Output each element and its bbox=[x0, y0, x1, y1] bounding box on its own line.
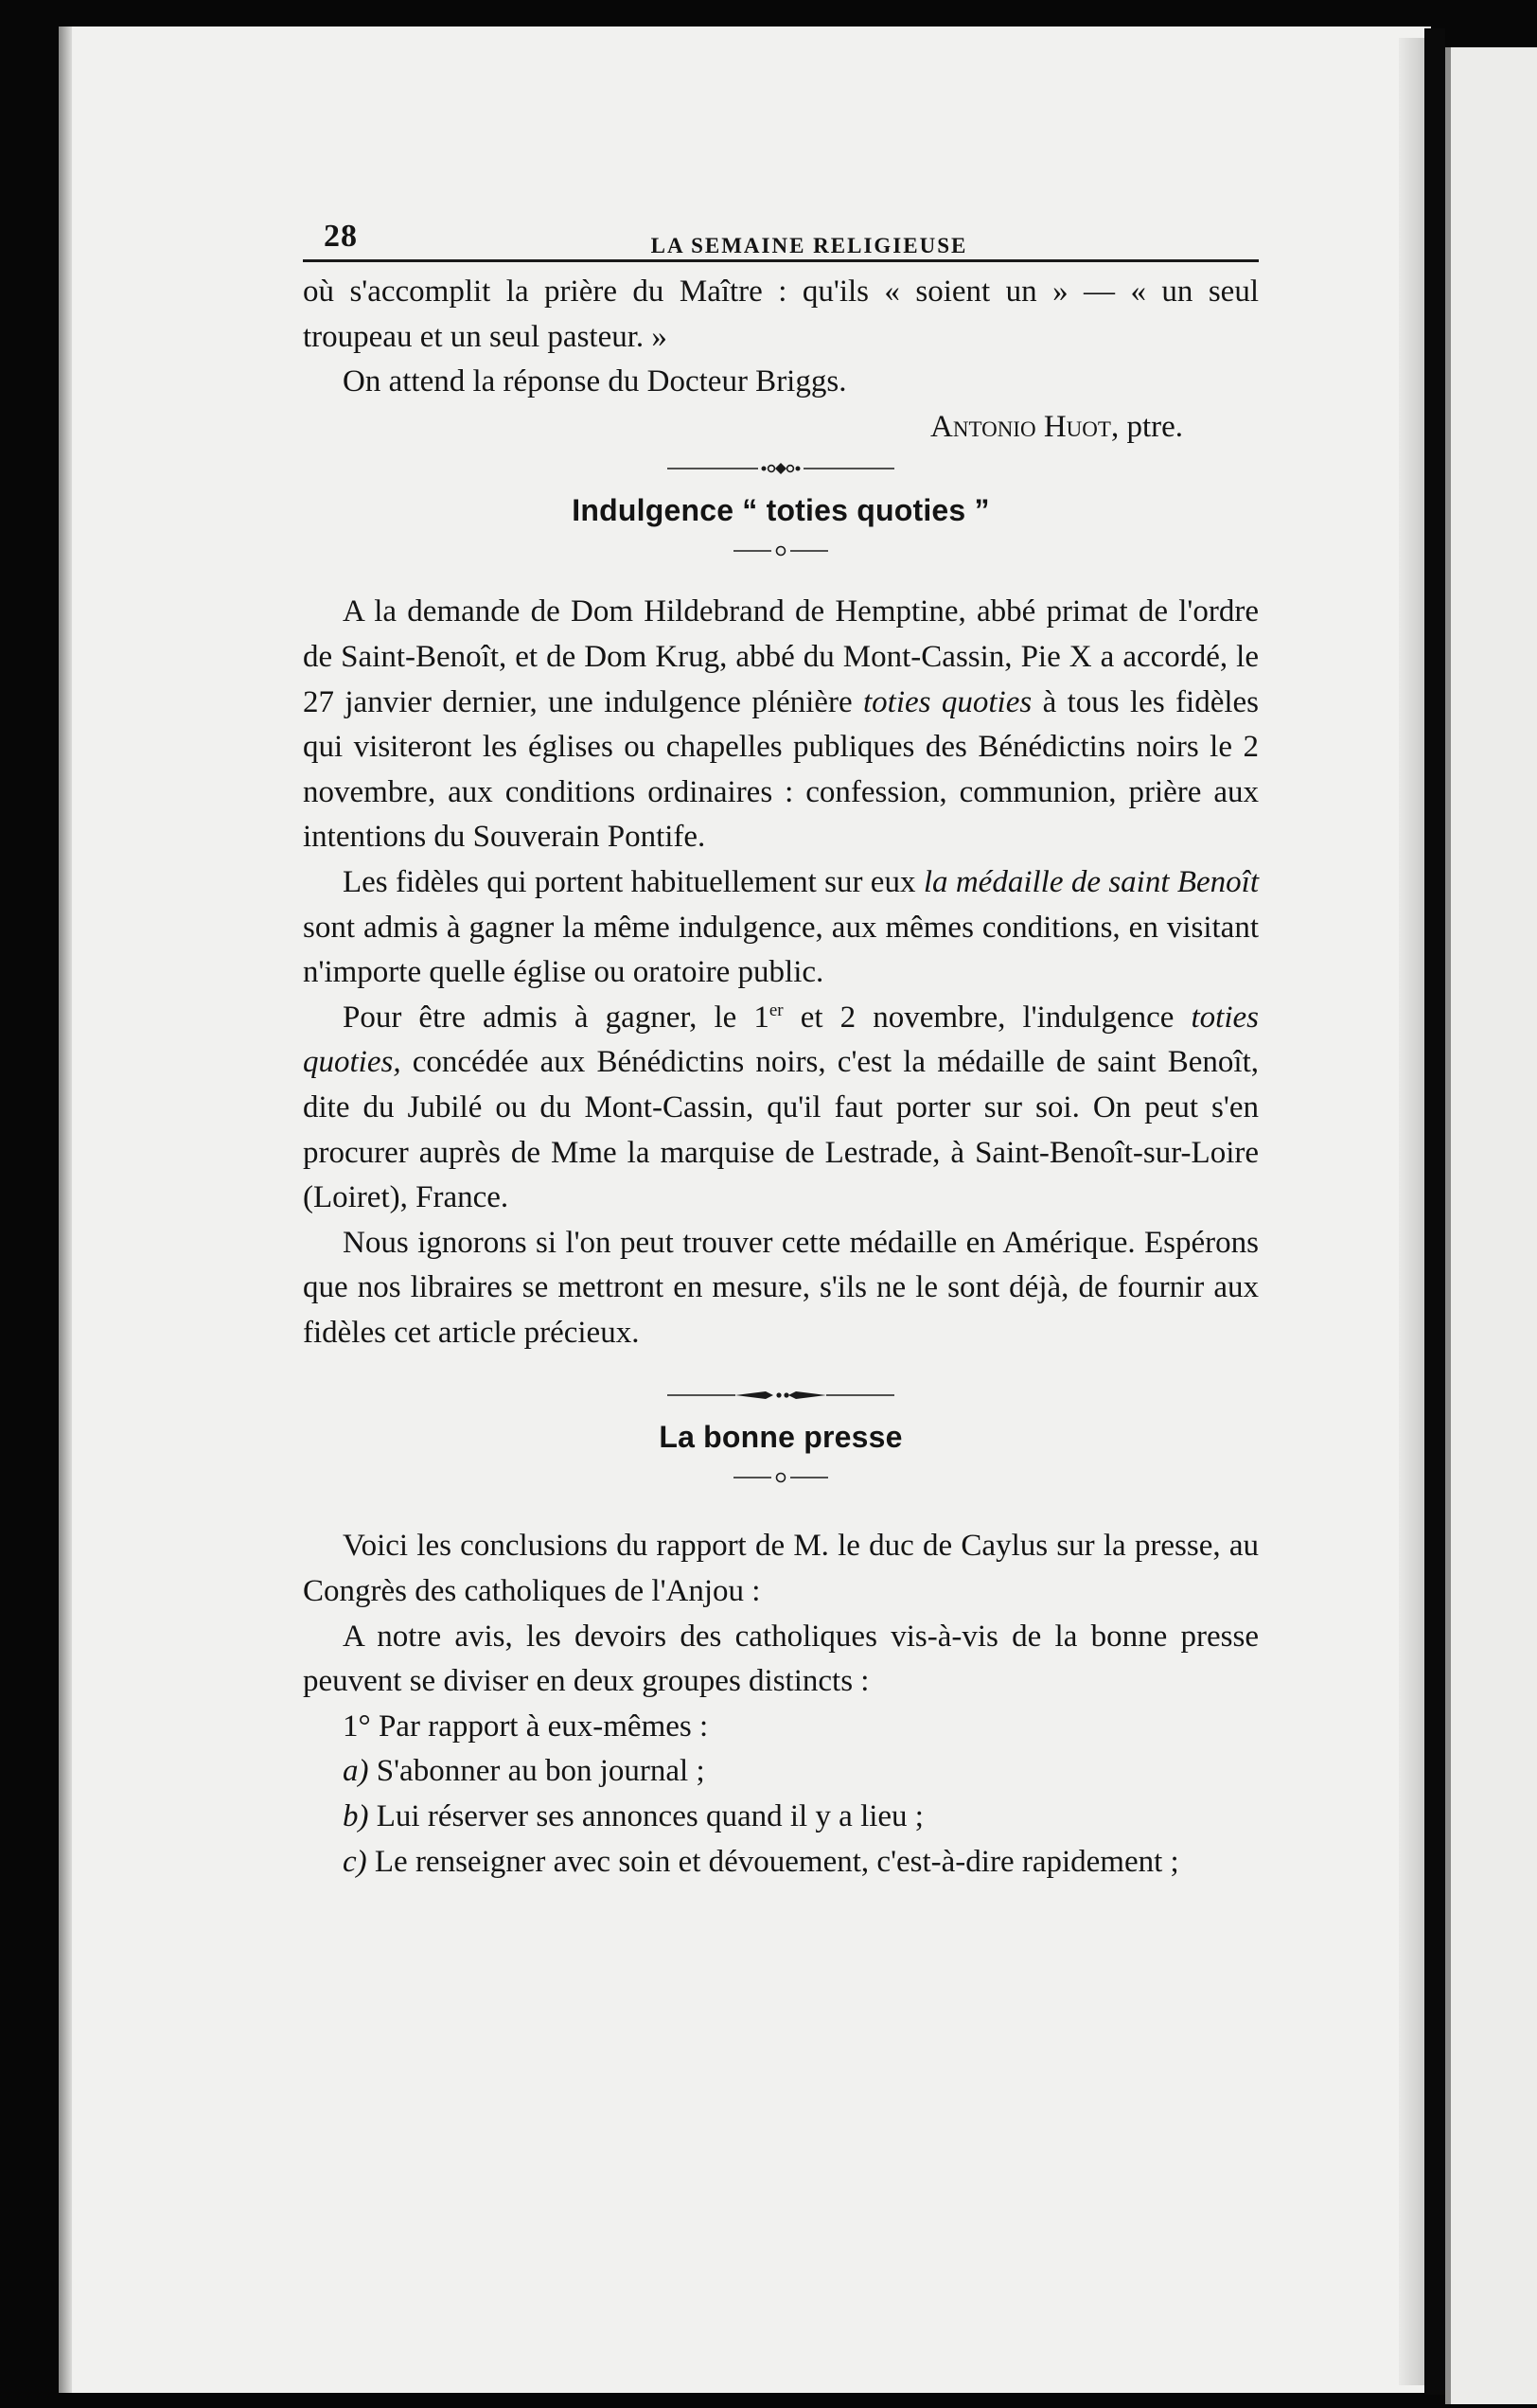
signature-name: Antonio Huot bbox=[930, 409, 1111, 444]
section-divider-ornament bbox=[303, 450, 1259, 487]
running-head bbox=[303, 199, 1259, 262]
facing-page-edge bbox=[1445, 47, 1451, 2404]
carry-over-paragraph: où s'accomplit la prière du Maître : qu'ils « soient un » — « un seul troupeau et un seul pasteur. » bbox=[303, 274, 1259, 354]
presse-list-item-c: c) Le renseigner avec soin et dévouement, c'est-à-dire rapidement ; bbox=[343, 1844, 1179, 1879]
circle-rule-2 bbox=[303, 1460, 1259, 1496]
circle-rule-icon bbox=[733, 1471, 828, 1484]
presse-list-item-a: a) S'abonner au bon journal ; bbox=[343, 1754, 705, 1789]
presse-paragraph-2: A notre avis, les devoirs des catholiques vis-à-vis de la bonne presse peuvent se diviser en deux groupes distincts : bbox=[303, 1619, 1259, 1699]
signature bbox=[303, 405, 1259, 451]
facing-page bbox=[1445, 47, 1537, 2404]
ornament-icon bbox=[667, 462, 894, 475]
indulgence-paragraph-4: Nous ignorons si l'on peut trouver cette médaille en Amérique. Espérons que nos libraires se mettront en mesure, s'ils ne le sont déjà, de fournir aux fidèles cet article précieux. bbox=[303, 1225, 1259, 1350]
page-left-shadow bbox=[59, 27, 72, 2393]
text-block bbox=[303, 199, 1259, 1885]
indulgence-paragraph-1: A la demande de Dom Hildebrand de Hemptine, abbé primat de l'ordre de Saint-Benoît, et de Dom Krug, abbé du Mont-Cassin, Pie X a accordé, le 27 janvier dernier, une indulgence plénière toties quoties à tous les fidèles qui visiteront les églises ou chapelles publiques des Bénédictins noirs le 2 novembre, aux conditions ordinaires : confession, communion, prière aux intentions du Souverain Pontife. bbox=[303, 594, 1260, 855]
section-divider-ornament-2 bbox=[303, 1376, 1259, 1414]
journal-title: LA SEMAINE RELIGIEUSE bbox=[650, 234, 968, 257]
indulgence-paragraph-3: Pour être admis à gagner, le 1er et 2 novembre, l'indulgence toties quoties, concédée aux Bénédictins noirs, c'est la médaille de saint Benoît, dite du Jubilé ou du Mont-Cassin, qu'il faut porter sur soi. On peut s'en procurer auprès de Mme la marquise de Lestrade, à Saint-Benoît-sur-Loire (Loiret), France. bbox=[303, 1000, 1259, 1215]
spine-gap bbox=[1424, 28, 1445, 2395]
presse-paragraph-1: Voici les conclusions du rapport de M. le duc de Caylus sur la presse, au Congrès des catholiques de l'Anjou : bbox=[303, 1529, 1259, 1609]
section-title-presse: La bonne presse bbox=[659, 1420, 903, 1455]
section-title-indulgence: Indulgence “ toties quoties ” bbox=[572, 493, 990, 528]
ornament-icon bbox=[667, 1389, 894, 1402]
signature-title: , ptre. bbox=[1110, 409, 1183, 444]
presse-list-heading: 1° Par rapport à eux-mêmes : bbox=[343, 1709, 709, 1744]
circle-rule-icon bbox=[733, 544, 828, 558]
page-number: 28 bbox=[324, 219, 358, 254]
circle-rule bbox=[303, 533, 1259, 569]
presse-list-item-b: b) Lui réserver ses annonces quand il y a lieu ; bbox=[343, 1799, 924, 1834]
carry-over-closing: On attend la réponse du Docteur Briggs. bbox=[343, 364, 847, 399]
indulgence-paragraph-2: Les fidèles qui portent habituellement sur eux la médaille de saint Benoît sont admis à gagner la même indulgence, aux mêmes conditions, en visitant n'importe quelle église ou oratoire public. bbox=[303, 864, 1259, 990]
